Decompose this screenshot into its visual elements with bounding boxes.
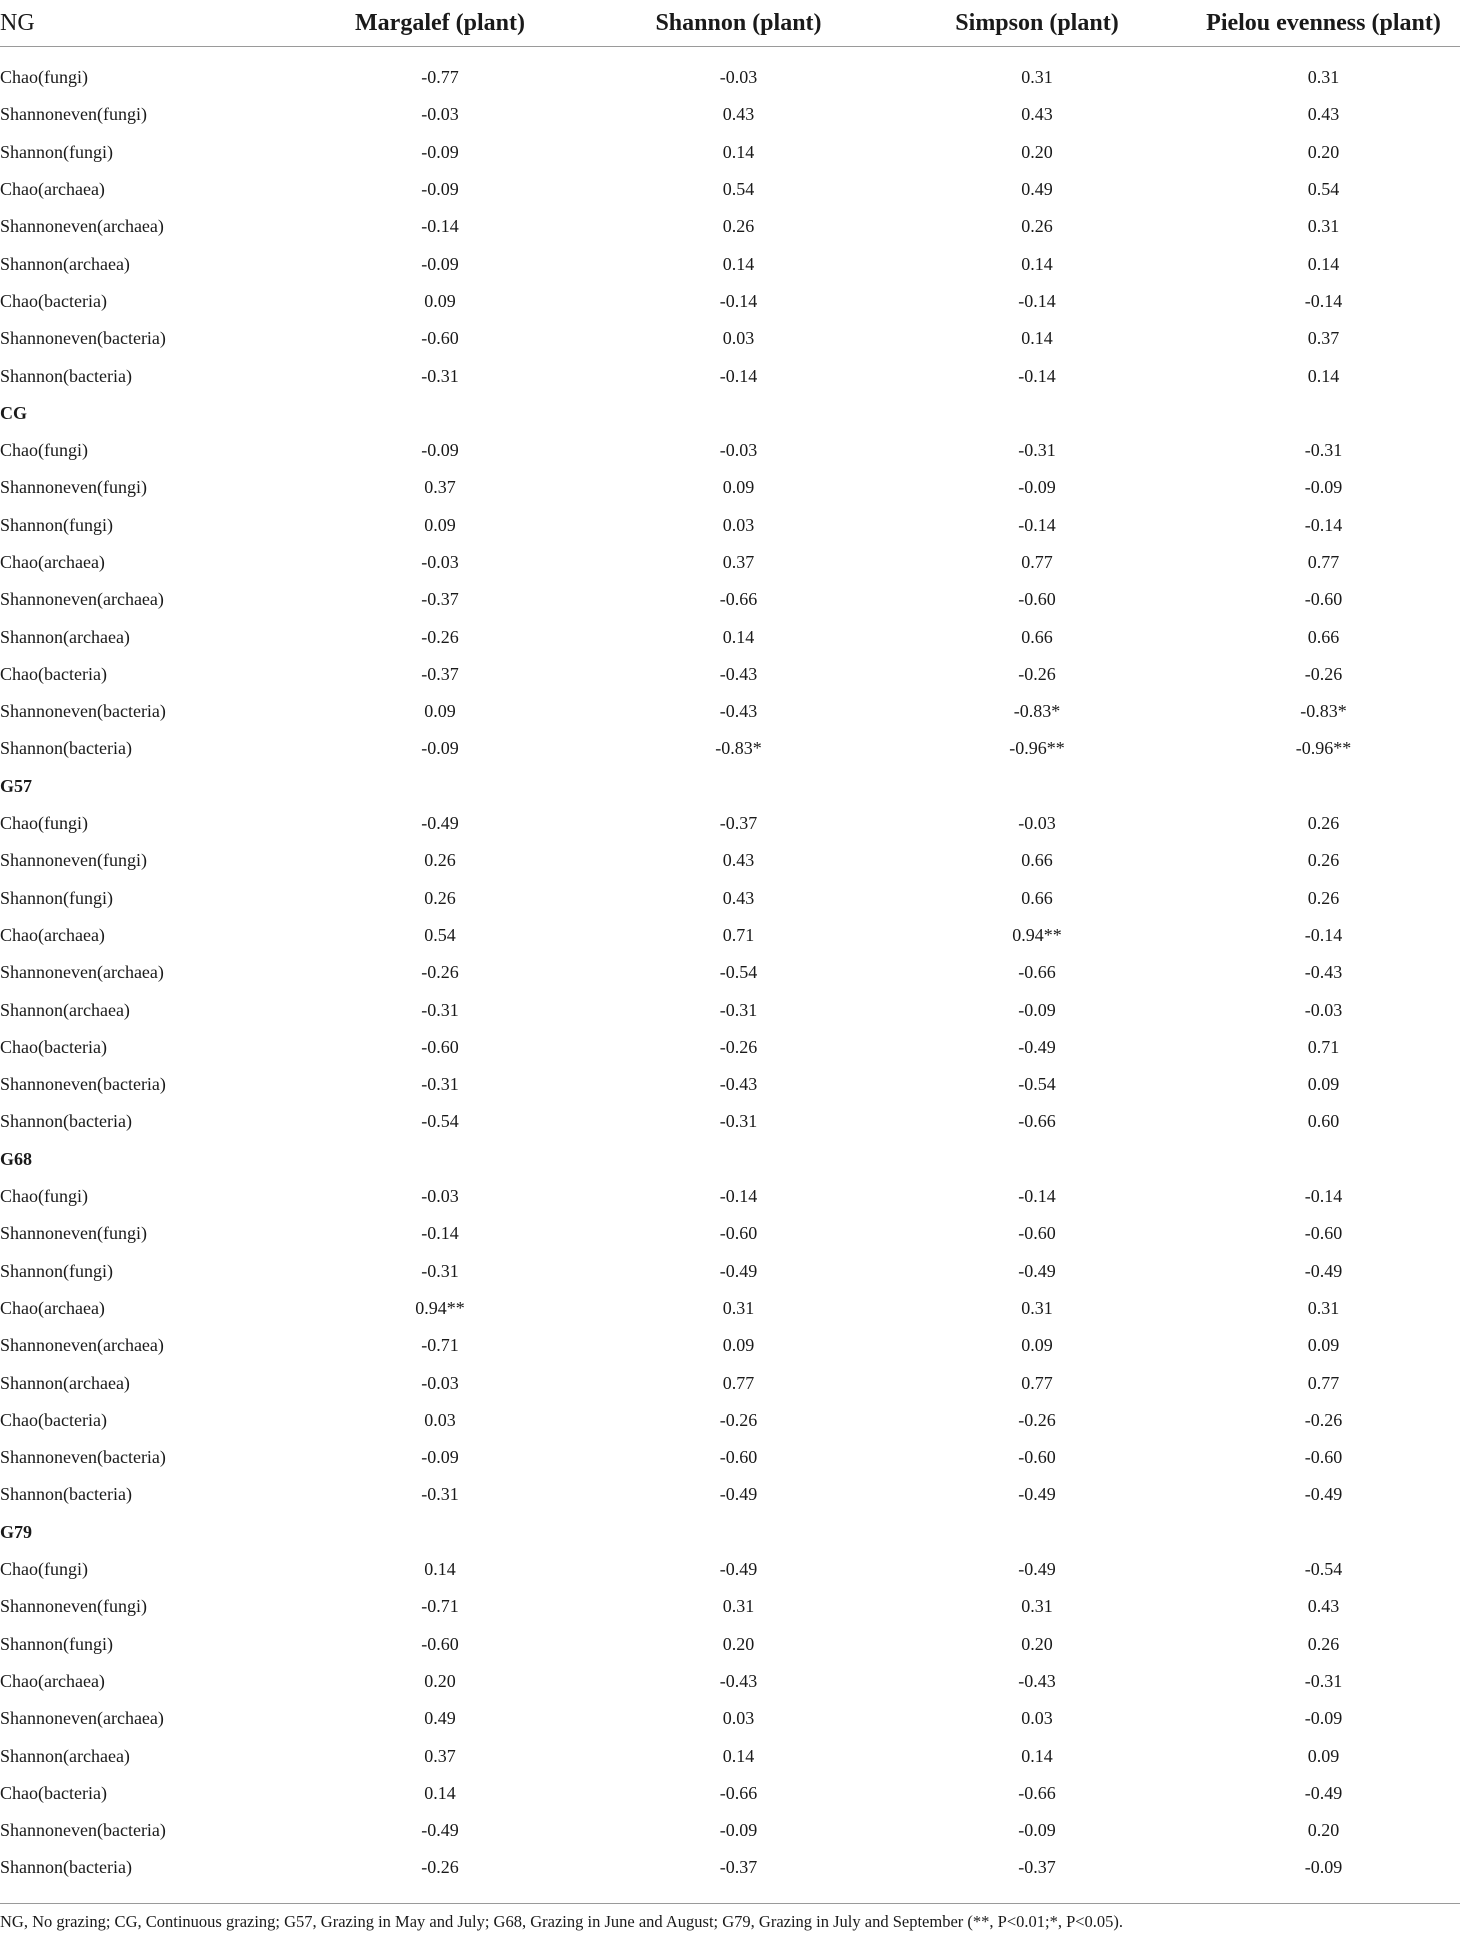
table-row [0,134,1460,171]
pielou-value: 0.09 [1307,1335,1340,1356]
margalef-value: 0.94** [415,1297,465,1318]
row-label: Shannon(fungi) [0,1260,113,1281]
row-label: Chao(bacteria) [0,290,107,311]
simpson-value: -0.49 [1018,1260,1056,1281]
pielou-value: -0.49 [1304,1260,1343,1281]
table-row [0,432,1460,469]
table-row [0,730,1460,767]
pielou-value: 0.20 [1307,141,1340,162]
row-label: Shannoneven(fungi) [0,850,147,871]
table-row [0,1775,1460,1812]
row-label: Chao(bacteria) [0,1409,107,1430]
simpson-value: 0.03 [1021,1708,1053,1729]
margalef-value: -0.54 [421,1111,459,1132]
margalef-value: -0.31 [421,1484,459,1505]
row-label: Chao(fungi) [0,67,88,88]
pielou-value: 0.54 [1307,179,1340,200]
row-label: Chao(bacteria) [0,1036,107,1057]
shannon-value: -0.43 [719,1074,758,1095]
shannon-value: -0.26 [719,1036,758,1057]
shannon-value: 0.14 [722,253,755,274]
pielou-value: -0.31 [1304,1670,1343,1691]
table-row [0,805,1460,842]
table-row [0,357,1460,394]
spacer-cell [0,47,1460,60]
margalef-value: -0.37 [421,663,459,684]
table-row [0,917,1460,954]
simpson-value: -0.26 [1018,1409,1056,1430]
pielou-value: -0.26 [1304,663,1343,684]
row-label: Shannoneven(archaea) [0,1708,164,1729]
table-row [0,581,1460,618]
shannon-value: -0.60 [719,1223,758,1244]
footnote-divider [0,1903,1460,1904]
margalef-value: 0.09 [424,701,456,722]
group-label: G68 [0,1148,33,1169]
table-row [0,1066,1460,1103]
shannon-value: 0.09 [722,477,755,498]
pielou-value: 0.60 [1307,1111,1340,1132]
simpson-value: 0.09 [1021,1335,1053,1356]
group-header-row [0,395,1460,432]
table-row [0,171,1460,208]
margalef-value: -0.60 [421,328,459,349]
pielou-value: 0.37 [1307,328,1340,349]
row-label: Chao(archaea) [0,179,105,200]
margalef-value: -0.31 [421,999,459,1020]
table-row [0,1029,1460,1066]
row-label: Shannon(bacteria) [0,1111,132,1132]
pielou-value: 0.43 [1307,104,1340,125]
margalef-value: -0.71 [421,1596,459,1617]
row-label: Shannon(fungi) [0,141,113,162]
margalef-value: -0.49 [421,813,459,834]
margalef-value: -0.60 [421,1036,459,1057]
table-footnote: NG, No grazing; CG, Continuous grazing; G57, Grazing in May and July; G68, Grazing in June and August; G79, Grazing in July and September (**, P<0.01;*, P<0.05). [0,1912,1124,1931]
simpson-value: -0.43 [1018,1670,1056,1691]
row-label: Shannoneven(fungi) [0,477,147,498]
row-label: Shannoneven(archaea) [0,216,164,237]
table-row [0,1812,1460,1849]
pielou-value: -0.09 [1304,1857,1343,1878]
margalef-value: 0.20 [424,1670,456,1691]
margalef-value: -0.49 [421,1820,459,1841]
pielou-value: -0.09 [1304,1708,1343,1729]
group-label: G57 [0,775,33,796]
shannon-value: 0.14 [722,1745,755,1766]
simpson-value: 0.14 [1021,253,1053,274]
row-label: Shannoneven(archaea) [0,1335,164,1356]
simpson-value: 0.14 [1021,1745,1053,1766]
shannon-value: -0.03 [719,67,758,88]
margalef-value: 0.14 [424,1782,456,1803]
table-row [0,880,1460,917]
shannon-value: 0.03 [722,1708,755,1729]
header-group-ng: NG [0,0,290,47]
table-row [0,1290,1460,1327]
margalef-value: -0.71 [421,1335,459,1356]
header-shannon: Shannon (plant) [590,0,887,47]
row-label: Shannon(archaea) [0,1372,130,1393]
margalef-value: 0.54 [424,924,456,945]
row-label: Chao(bacteria) [0,1782,107,1803]
pielou-value: 0.09 [1307,1074,1340,1095]
shannon-value: -0.14 [719,290,758,311]
row-label: Chao(archaea) [0,552,105,572]
table-row [0,245,1460,282]
shannon-value: -0.37 [719,813,758,834]
table-row [0,991,1460,1028]
header-pielou: Pielou evenness (plant) [1187,0,1460,47]
pielou-value: 0.43 [1307,1596,1340,1617]
margalef-value: 0.37 [424,1745,456,1766]
simpson-value: -0.60 [1018,1223,1056,1244]
row-label: Chao(archaea) [0,1297,105,1318]
margalef-value: -0.31 [421,1074,459,1095]
shannon-value: 0.71 [722,924,755,945]
row-label: Chao(archaea) [0,924,105,945]
shannon-value: -0.49 [719,1260,758,1281]
pielou-value: 0.26 [1307,1633,1340,1654]
table-row [0,544,1460,581]
table-row [0,1215,1460,1252]
simpson-value: -0.37 [1018,1857,1056,1878]
shannon-value: -0.60 [719,1447,758,1468]
table-body [0,47,1460,1887]
pielou-value: -0.09 [1304,477,1343,498]
row-label: Chao(fungi) [0,813,88,834]
simpson-value: 0.77 [1021,1372,1053,1393]
margalef-value: -0.03 [421,552,459,572]
header-row [0,0,1460,47]
simpson-value: -0.49 [1018,1559,1056,1580]
shannon-value: 0.77 [722,1372,755,1393]
margalef-value: -0.03 [421,1186,459,1207]
shannon-value: -0.49 [719,1559,758,1580]
pielou-value: 0.14 [1307,253,1340,274]
table-row [0,1364,1460,1401]
margalef-value: 0.49 [424,1708,456,1729]
row-label: Shannoneven(bacteria) [0,1074,166,1095]
pielou-value: 0.66 [1307,626,1340,647]
table-row [0,208,1460,245]
margalef-value: -0.14 [421,216,459,237]
pielou-value: 0.09 [1307,1745,1340,1766]
shannon-value: 0.03 [722,514,755,535]
simpson-value: -0.54 [1018,1074,1056,1095]
simpson-value: 0.31 [1021,1297,1053,1318]
table-row [0,656,1460,693]
row-label: Shannon(fungi) [0,514,113,535]
pielou-value: -0.14 [1304,514,1343,535]
simpson-value: -0.66 [1018,1782,1056,1803]
simpson-value: -0.49 [1018,1484,1056,1505]
pielou-value: 0.31 [1307,1297,1340,1318]
pielou-value: -0.49 [1304,1484,1343,1505]
simpson-value: 0.66 [1021,850,1053,871]
margalef-value: 0.26 [424,887,456,908]
pielou-value: -0.26 [1304,1409,1343,1430]
pielou-value: 0.26 [1307,887,1340,908]
shannon-value: -0.43 [719,701,758,722]
shannon-value: 0.43 [722,887,755,908]
group-label: CG [0,402,27,423]
table-row [0,1849,1460,1886]
pielou-value: 0.26 [1307,850,1340,871]
table-row [0,1700,1460,1737]
simpson-value: -0.31 [1018,440,1056,461]
row-label: Chao(fungi) [0,440,88,461]
margalef-value: -0.09 [421,738,459,759]
margalef-value: -0.26 [421,626,459,647]
shannon-value: -0.03 [719,440,758,461]
margalef-value: -0.26 [421,962,459,983]
margalef-value: -0.31 [421,365,459,386]
row-label: Shannoneven(bacteria) [0,1447,166,1468]
pielou-value: -0.54 [1304,1559,1343,1580]
pielou-value: 0.14 [1307,365,1340,386]
row-label: Shannoneven(bacteria) [0,328,166,349]
simpson-value: -0.09 [1018,999,1056,1020]
simpson-value: 0.77 [1021,552,1053,572]
shannon-value: 0.54 [722,179,755,200]
shannon-value: 0.43 [722,850,755,871]
simpson-value: -0.14 [1018,1186,1056,1207]
pielou-value: -0.14 [1304,924,1343,945]
row-label: Shannoneven(archaea) [0,589,164,610]
shannon-value: 0.31 [722,1596,755,1617]
simpson-value: 0.49 [1021,179,1053,200]
pielou-value: 0.20 [1307,1820,1340,1841]
simpson-value: 0.20 [1021,1633,1053,1654]
row-label: Chao(bacteria) [0,663,107,684]
simpson-value: 0.14 [1021,328,1053,349]
margalef-value: -0.77 [421,67,459,88]
table-row [0,1737,1460,1774]
margalef-value: -0.31 [421,1260,459,1281]
group-header-row [0,768,1460,805]
table-row [0,1551,1460,1588]
margalef-value: -0.14 [421,1223,459,1244]
shannon-value: 0.20 [722,1633,755,1654]
table-row [0,507,1460,544]
table-row [0,1402,1460,1439]
pielou-value: -0.31 [1304,440,1343,461]
simpson-value: 0.26 [1021,216,1053,237]
row-label: Shannoneven(bacteria) [0,1820,166,1841]
simpson-value: -0.09 [1018,1820,1056,1841]
simpson-value: -0.96** [1009,738,1065,759]
row-label: Shannon(bacteria) [0,365,132,386]
pielou-value: -0.60 [1304,1223,1343,1244]
row-label: Shannon(bacteria) [0,1857,132,1878]
pielou-value: 0.77 [1307,552,1340,572]
simpson-value: -0.66 [1018,1111,1056,1132]
shannon-value: -0.14 [719,365,758,386]
simpson-value: -0.09 [1018,477,1056,498]
simpson-value: 0.20 [1021,141,1053,162]
group-header-row [0,1141,1460,1178]
simpson-value: -0.26 [1018,663,1056,684]
margalef-value: -0.09 [421,253,459,274]
shannon-value: 0.09 [722,1335,755,1356]
table-row [0,320,1460,357]
row-label: Shannon(archaea) [0,999,130,1020]
simpson-value: -0.03 [1018,813,1056,834]
shannon-value: -0.54 [719,962,758,983]
shannon-value: 0.37 [722,552,755,572]
pielou-value: 0.26 [1307,813,1340,834]
simpson-value: 0.66 [1021,626,1053,647]
margalef-value: 0.37 [424,477,456,498]
pielou-value: -0.03 [1304,999,1343,1020]
margalef-value: 0.14 [424,1559,456,1580]
shannon-value: -0.09 [719,1820,758,1841]
margalef-value: -0.03 [421,104,459,125]
table-row [0,469,1460,506]
pielou-value: -0.49 [1304,1782,1343,1803]
row-label: Shannon(fungi) [0,1633,113,1654]
row-label: Shannoneven(fungi) [0,104,147,125]
table-row [0,283,1460,320]
simpson-value: -0.60 [1018,1447,1056,1468]
pielou-value: 0.31 [1307,216,1340,237]
shannon-value: 0.43 [722,104,755,125]
pielou-value: 0.71 [1307,1036,1340,1057]
margalef-value: 0.26 [424,850,456,871]
row-label: Shannon(archaea) [0,1745,130,1766]
table-row [0,1439,1460,1476]
shannon-value: -0.14 [719,1186,758,1207]
simpson-value: -0.14 [1018,514,1056,535]
shannon-value: 0.31 [722,1297,755,1318]
shannon-value: -0.37 [719,1857,758,1878]
simpson-value: 0.31 [1021,67,1053,88]
row-label: Shannoneven(archaea) [0,962,164,983]
table-row [0,1476,1460,1513]
group-label: G79 [0,1521,33,1542]
shannon-value: -0.31 [719,999,758,1020]
simpson-value: -0.14 [1018,290,1056,311]
row-label: Shannon(bacteria) [0,1484,132,1505]
shannon-value: 0.14 [722,626,755,647]
table-row [0,1327,1460,1364]
simpson-value: 0.43 [1021,104,1053,125]
header-spacer [0,47,1460,60]
row-label: Chao(fungi) [0,1186,88,1207]
shannon-value: 0.26 [722,216,755,237]
row-label: Shannon(archaea) [0,253,130,274]
margalef-value: -0.03 [421,1372,459,1393]
row-label: Shannon(archaea) [0,626,130,647]
pielou-value: -0.14 [1304,1186,1343,1207]
row-label: Chao(fungi) [0,1559,88,1580]
shannon-value: -0.83* [715,738,762,759]
margalef-value: -0.37 [421,589,459,610]
pielou-value: 0.31 [1307,67,1340,88]
pielou-value: -0.43 [1304,962,1343,983]
shannon-value: -0.43 [719,1670,758,1691]
simpson-value: 0.31 [1021,1596,1053,1617]
margalef-value: -0.09 [421,141,459,162]
pielou-value: -0.96** [1295,738,1352,759]
pielou-value: -0.14 [1304,290,1343,311]
table-row [0,1103,1460,1140]
simpson-value: -0.49 [1018,1036,1056,1057]
pielou-value: -0.60 [1304,589,1343,610]
table-row [0,954,1460,991]
shannon-value: -0.31 [719,1111,758,1132]
row-label: Shannoneven(fungi) [0,1596,147,1617]
margalef-value: 0.09 [424,290,456,311]
table-row [0,96,1460,133]
group-header-row [0,1514,1460,1551]
header-simpson: Simpson (plant) [887,0,1187,47]
shannon-value: -0.26 [719,1409,758,1430]
margalef-value: -0.09 [421,179,459,200]
margalef-value: 0.03 [424,1409,456,1430]
margalef-value: -0.60 [421,1633,459,1654]
simpson-value: 0.94** [1012,924,1062,945]
simpson-value: -0.83* [1013,701,1061,722]
pielou-value: 0.77 [1307,1372,1340,1393]
table-row [0,842,1460,879]
row-label: Shannoneven(bacteria) [0,701,166,722]
shannon-value: 0.14 [722,141,755,162]
pielou-value: -0.60 [1304,1447,1343,1468]
shannon-value: -0.66 [719,1782,758,1803]
row-label: Shannon(fungi) [0,887,113,908]
simpson-value: 0.66 [1021,887,1053,908]
margalef-value: -0.09 [421,1447,459,1468]
simpson-value: -0.60 [1018,589,1056,610]
margalef-value: -0.26 [421,1857,459,1878]
table-row [0,1178,1460,1215]
margalef-value: 0.09 [424,514,456,535]
shannon-value: 0.03 [722,328,755,349]
table-row [0,1663,1460,1700]
margalef-value: -0.09 [421,440,459,461]
table-row [0,1588,1460,1625]
table-row [0,59,1460,96]
shannon-value: -0.66 [719,589,758,610]
table-row [0,693,1460,730]
header-margalef: Margalef (plant) [290,0,590,47]
row-label: Shannoneven(fungi) [0,1223,147,1244]
row-label: Shannon(bacteria) [0,738,132,759]
pielou-value: -0.83* [1300,701,1347,722]
table-row [0,1625,1460,1662]
table-row [0,618,1460,655]
shannon-value: -0.43 [719,663,758,684]
row-label: Chao(archaea) [0,1670,105,1691]
simpson-value: -0.66 [1018,962,1056,983]
shannon-value: -0.49 [719,1484,758,1505]
table-row [0,1253,1460,1290]
simpson-value: -0.14 [1018,365,1056,386]
